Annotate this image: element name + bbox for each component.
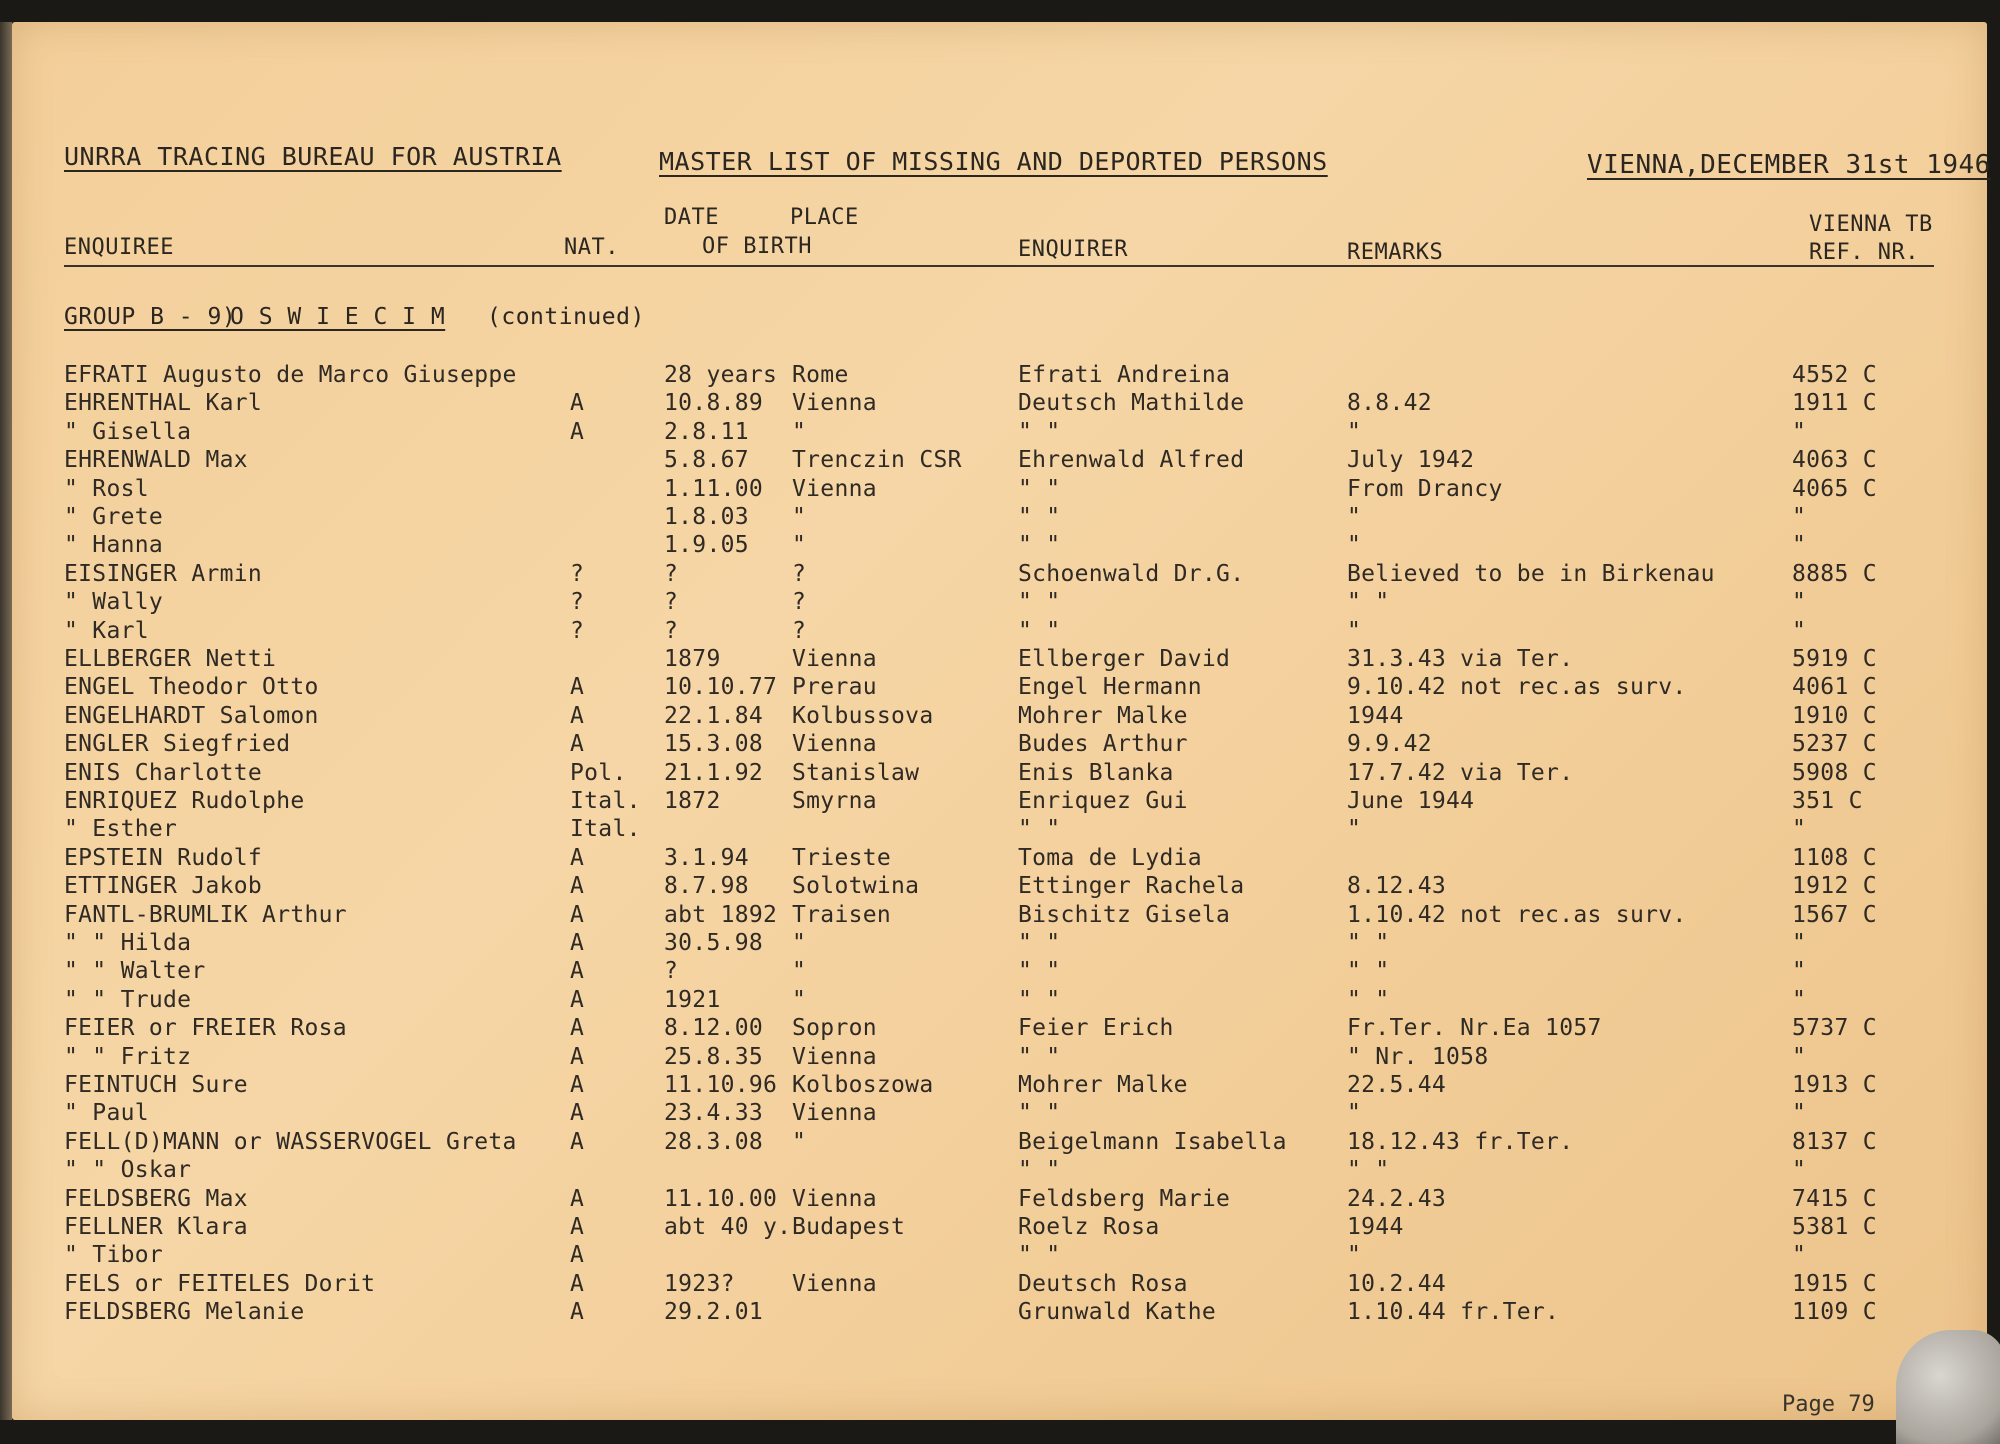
nat-cell: A	[570, 1242, 585, 1269]
enquirer-cell: " "	[1018, 589, 1061, 616]
group-name: O S W I E C I M	[230, 304, 446, 330]
enquirer-cell: Beigelmann Isabella	[1018, 1128, 1287, 1155]
birth-date-cell: 3.1.94	[664, 844, 749, 871]
remarks-cell: "	[1347, 617, 1362, 644]
ref-cell: 5737 C	[1792, 1015, 1877, 1042]
birth-place-cell: "	[792, 532, 807, 559]
enquiree-cell: EPSTEIN Rudolf	[64, 844, 263, 871]
enquiree-cell: EFRATI Augusto de Marco Giuseppe	[64, 362, 517, 388]
enquirer-cell: Toma de Lydia	[1018, 844, 1202, 871]
nat-cell: A	[570, 901, 585, 928]
remarks-cell: " Nr. 1058	[1347, 1043, 1489, 1070]
enquiree-cell: " Grete	[64, 504, 164, 530]
birth-place-cell: Trenczin CSR	[792, 447, 962, 474]
ref-cell: 1910 C	[1792, 702, 1877, 729]
enquiree-cell: " Hanna	[64, 532, 164, 559]
remarks-cell: "	[1347, 418, 1362, 445]
ref-cell: "	[1792, 1242, 1807, 1269]
header-rule	[64, 265, 1934, 267]
ref-cell: 1912 C	[1792, 873, 1877, 900]
ref-cell: 5381 C	[1792, 1214, 1877, 1240]
birth-date-cell: 8.12.00	[664, 1015, 764, 1042]
col-enquiree: ENQUIREE	[64, 235, 174, 260]
birth-date-cell: 1.8.03	[664, 504, 749, 530]
birth-place-cell: "	[792, 1128, 807, 1155]
enquiree-cell: FEINTUCH Sure	[64, 1072, 248, 1098]
birth-date-cell: 1921	[664, 986, 721, 1013]
enquiree-cell: " Rosl	[64, 475, 149, 502]
col-ref-1: VIENNA TB	[1809, 212, 1933, 237]
birth-place-cell: Kolbussova	[792, 702, 934, 729]
thumb-shadow	[1896, 1330, 2000, 1444]
remarks-cell: 17.7.42 via Ter.	[1347, 759, 1574, 786]
nat-cell: A	[570, 1043, 585, 1070]
remarks-cell: 1944	[1347, 1214, 1404, 1240]
birth-date-cell: ?	[664, 560, 679, 587]
birth-date-cell: 1.9.05	[664, 532, 749, 559]
col-ref-2: REF. NR.	[1809, 240, 1919, 265]
birth-place-cell: "	[792, 958, 807, 985]
enquirer-cell: Feier Erich	[1018, 1015, 1174, 1042]
enquiree-cell: " " Trude	[64, 986, 192, 1013]
enquiree-cell: " Esther	[64, 816, 178, 843]
birth-place-cell: ?	[792, 617, 807, 644]
birth-date-cell: 23.4.33	[664, 1100, 764, 1127]
enquiree-cell: EISINGER Armin	[64, 560, 263, 587]
ref-cell: "	[1792, 958, 1807, 985]
col-enquirer: ENQUIRER	[1018, 237, 1128, 262]
nat-cell: A	[570, 418, 585, 445]
enquiree-cell: " Karl	[64, 617, 149, 644]
ref-cell: "	[1792, 617, 1807, 644]
enquirer-cell: " "	[1018, 930, 1061, 956]
enquirer-cell: Schoenwald Dr.G.	[1018, 560, 1245, 587]
remarks-cell: " "	[1347, 1157, 1390, 1184]
birth-date-cell: abt 40 y.	[664, 1214, 792, 1240]
birth-date-cell: 2.8.11	[664, 418, 749, 445]
birth-place-cell: Budapest	[792, 1214, 906, 1240]
birth-date-cell: 1879	[664, 646, 721, 672]
enquirer-cell: Feldsberg Marie	[1018, 1185, 1231, 1212]
enquirer-cell: " "	[1018, 816, 1061, 843]
enquiree-cell: FELS or FEITELES Dorit	[64, 1270, 376, 1297]
enquirer-cell: Budes Arthur	[1018, 731, 1188, 758]
enquirer-cell: " "	[1018, 504, 1061, 530]
enquiree-cell: FELLNER Klara	[64, 1214, 248, 1240]
birth-place-cell: Vienna	[792, 646, 877, 672]
enquirer-cell: " "	[1018, 1100, 1061, 1127]
ref-cell: "	[1792, 1043, 1807, 1070]
remarks-cell: "	[1347, 1100, 1362, 1127]
nat-cell: A	[570, 958, 585, 985]
ref-cell: 5908 C	[1792, 759, 1877, 786]
remarks-cell: 18.12.43 fr.Ter.	[1347, 1128, 1574, 1155]
enquirer-cell: Bischitz Gisela	[1018, 901, 1231, 928]
nat-cell: Pol.	[570, 759, 627, 786]
enquirer-cell: " "	[1018, 958, 1061, 985]
enquirer-cell: Grunwald Kathe	[1018, 1299, 1217, 1326]
nat-cell: ?	[570, 560, 585, 587]
enquiree-cell: " Gisella	[64, 418, 192, 445]
org-heading: UNRRA TRACING BUREAU FOR AUSTRIA	[64, 142, 562, 171]
birth-place-cell: Vienna	[792, 390, 877, 417]
birth-place-cell: ?	[792, 589, 807, 616]
remarks-cell: 1.10.44 fr.Ter.	[1347, 1299, 1560, 1326]
birth-place-cell: "	[792, 930, 807, 956]
ref-cell: "	[1792, 1100, 1807, 1127]
ref-cell: 8137 C	[1792, 1128, 1877, 1155]
ref-cell: "	[1792, 504, 1807, 530]
enquirer-cell: Efrati Andreina	[1018, 362, 1231, 388]
enquiree-cell: EHRENWALD Max	[64, 447, 248, 474]
enquiree-cell: " Paul	[64, 1100, 149, 1127]
enquiree-cell: ENGEL Theodor Otto	[64, 674, 319, 701]
remarks-cell: 8.12.43	[1347, 873, 1447, 900]
nat-cell: A	[570, 1214, 585, 1240]
remarks-cell: 8.8.42	[1347, 390, 1432, 417]
enquiree-cell: " " Fritz	[64, 1043, 192, 1070]
nat-cell: A	[570, 873, 585, 900]
ref-cell: 5237 C	[1792, 731, 1877, 758]
ref-cell: 1567 C	[1792, 901, 1877, 928]
remarks-cell: " "	[1347, 958, 1390, 985]
nat-cell: Ital.	[570, 816, 641, 843]
remarks-cell: 1.10.42 not rec.as surv.	[1347, 901, 1687, 928]
ref-cell: 8885 C	[1792, 560, 1877, 587]
birth-place-cell: Vienna	[792, 1043, 877, 1070]
col-place: PLACE	[790, 205, 859, 230]
place-date: VIENNA,DECEMBER 31st 1946	[1587, 150, 1991, 180]
nat-cell: A	[570, 844, 585, 871]
enquirer-cell: Ehrenwald Alfred	[1018, 447, 1245, 474]
birth-date-cell: 10.8.89	[664, 390, 764, 417]
ref-cell: "	[1792, 816, 1807, 843]
enquiree-cell: ENRIQUEZ Rudolphe	[64, 788, 305, 814]
enquiree-cell: ELLBERGER Netti	[64, 646, 277, 672]
remarks-cell: 9.10.42 not rec.as surv.	[1347, 674, 1687, 701]
ref-cell: "	[1792, 418, 1807, 445]
col-nat: NAT.	[564, 235, 619, 260]
remarks-cell: 10.2.44	[1347, 1270, 1447, 1297]
page-number: Page 79	[1782, 1392, 1875, 1417]
enquirer-cell: " "	[1018, 617, 1061, 644]
ref-cell: 1109 C	[1792, 1299, 1877, 1326]
birth-place-cell: "	[792, 418, 807, 445]
remarks-cell: "	[1347, 532, 1362, 559]
birth-place-cell: Vienna	[792, 1185, 877, 1212]
remarks-cell: June 1944	[1347, 788, 1475, 814]
enquirer-cell: Deutsch Mathilde	[1018, 390, 1245, 417]
nat-cell: A	[570, 702, 585, 729]
birth-date-cell: 15.3.08	[664, 731, 764, 758]
enquirer-cell: " "	[1018, 986, 1061, 1013]
remarks-cell: 9.9.42	[1347, 731, 1432, 758]
enquiree-cell: " " Hilda	[64, 930, 192, 956]
ref-cell: 1913 C	[1792, 1072, 1877, 1098]
nat-cell: ?	[570, 617, 585, 644]
remarks-cell: 22.5.44	[1347, 1072, 1447, 1098]
birth-date-cell: 5.8.67	[664, 447, 749, 474]
list-title: MASTER LIST OF MISSING AND DEPORTED PERSONS	[659, 147, 1328, 176]
birth-place-cell: Vienna	[792, 475, 877, 502]
birth-place-cell: "	[792, 986, 807, 1013]
group-code: GROUP B - 9)	[64, 304, 237, 330]
nat-cell: A	[570, 1270, 585, 1297]
enquirer-cell: Deutsch Rosa	[1018, 1270, 1188, 1297]
nat-cell: A	[570, 1100, 585, 1127]
birth-date-cell: ?	[664, 617, 679, 644]
remarks-cell: " "	[1347, 589, 1390, 616]
enquiree-cell: ENGELHARDT Salomon	[64, 702, 319, 729]
enquirer-cell: Engel Hermann	[1018, 674, 1202, 701]
col-date: DATE	[664, 205, 719, 230]
nat-cell: A	[570, 674, 585, 701]
birth-place-cell: Rome	[792, 362, 849, 388]
ref-cell: 4065 C	[1792, 475, 1877, 502]
enquiree-cell: FANTL-BRUMLIK Arthur	[64, 901, 347, 928]
birth-place-cell: "	[792, 504, 807, 530]
birth-date-cell: 11.10.96	[664, 1072, 778, 1098]
enquiree-cell: ETTINGER Jakob	[64, 873, 263, 900]
nat-cell: A	[570, 930, 585, 956]
enquiree-cell: ENIS Charlotte	[64, 759, 263, 786]
enquirer-cell: Mohrer Malke	[1018, 702, 1188, 729]
ledger-page	[12, 22, 1991, 1420]
enquiree-cell: " Wally	[64, 589, 164, 616]
ref-cell: 1915 C	[1792, 1270, 1877, 1297]
enquiree-cell: FELL(D)MANN or WASSERVOGEL Greta	[64, 1128, 517, 1155]
enquirer-cell: " "	[1018, 418, 1061, 445]
ref-cell: "	[1792, 986, 1807, 1013]
ref-cell: 5919 C	[1792, 646, 1877, 672]
enquirer-cell: Enriquez Gui	[1018, 788, 1188, 814]
nat-cell: A	[570, 390, 585, 417]
col-remarks: REMARKS	[1347, 240, 1444, 265]
enquiree-cell: " Tibor	[64, 1242, 164, 1269]
nat-cell: A	[570, 986, 585, 1013]
remarks-cell: " "	[1347, 930, 1390, 956]
birth-date-cell: ?	[664, 958, 679, 985]
nat-cell: A	[570, 1128, 585, 1155]
birth-place-cell: Vienna	[792, 1100, 877, 1127]
birth-date-cell: abt 1892	[664, 901, 778, 928]
birth-date-cell: 1923?	[664, 1270, 735, 1297]
ref-cell: 1108 C	[1792, 844, 1877, 871]
enquiree-cell: FELDSBERG Max	[64, 1185, 248, 1212]
birth-date-cell: 28 years	[664, 362, 778, 388]
remarks-cell: Fr.Ter. Nr.Ea 1057	[1347, 1015, 1602, 1042]
remarks-cell: July 1942	[1347, 447, 1475, 474]
enquirer-cell: Mohrer Malke	[1018, 1072, 1188, 1098]
ref-cell: 7415 C	[1792, 1185, 1877, 1212]
birth-date-cell: 22.1.84	[664, 702, 764, 729]
nat-cell: A	[570, 1072, 585, 1098]
ref-cell: "	[1792, 930, 1807, 956]
enquiree-cell: " " Oskar	[64, 1157, 192, 1184]
remarks-cell: 24.2.43	[1347, 1185, 1447, 1212]
nat-cell: A	[570, 1299, 585, 1326]
enquirer-cell: Enis Blanka	[1018, 759, 1174, 786]
remarks-cell: From Drancy	[1347, 475, 1503, 502]
birth-place-cell: Smyrna	[792, 788, 877, 814]
birth-place-cell: Vienna	[792, 731, 877, 758]
col-of-birth: OF BIRTH	[702, 234, 812, 259]
enquirer-cell: Ellberger David	[1018, 646, 1231, 672]
nat-cell: ?	[570, 589, 585, 616]
birth-place-cell: Sopron	[792, 1015, 877, 1042]
birth-place-cell: Stanislaw	[792, 759, 920, 786]
ref-cell: 351 C	[1792, 788, 1863, 814]
birth-date-cell: 29.2.01	[664, 1299, 764, 1326]
nat-cell: Ital.	[570, 788, 641, 814]
birth-date-cell: 1.11.00	[664, 475, 764, 502]
ref-cell: 4061 C	[1792, 674, 1877, 701]
ref-cell: "	[1792, 1157, 1807, 1184]
book-spine	[0, 22, 12, 1420]
birth-date-cell: 1872	[664, 788, 721, 814]
birth-place-cell: Prerau	[792, 674, 877, 701]
birth-date-cell: 11.10.00	[664, 1185, 778, 1212]
birth-date-cell: 30.5.98	[664, 930, 764, 956]
birth-date-cell: 28.3.08	[664, 1128, 764, 1155]
group-note: (continued)	[487, 304, 645, 330]
birth-date-cell: 25.8.35	[664, 1043, 764, 1070]
enquiree-cell: FEIER or FREIER Rosa	[64, 1015, 347, 1042]
nat-cell: A	[570, 731, 585, 758]
enquiree-cell: ENGLER Siegfried	[64, 731, 291, 758]
enquirer-cell: " "	[1018, 475, 1061, 502]
remarks-cell: 31.3.43 via Ter.	[1347, 646, 1574, 672]
ref-cell: "	[1792, 589, 1807, 616]
nat-cell: A	[570, 1185, 585, 1212]
enquiree-cell: " " Walter	[64, 958, 206, 985]
ref-cell: 1911 C	[1792, 390, 1877, 417]
enquirer-cell: Ettinger Rachela	[1018, 873, 1245, 900]
birth-place-cell: Vienna	[792, 1270, 877, 1297]
birth-place-cell: ?	[792, 560, 807, 587]
birth-date-cell: 10.10.77	[664, 674, 778, 701]
enquirer-cell: " "	[1018, 1043, 1061, 1070]
enquiree-cell: EHRENTHAL Karl	[64, 390, 263, 417]
enquirer-cell: " "	[1018, 1242, 1061, 1269]
birth-date-cell: ?	[664, 589, 679, 616]
birth-date-cell: 8.7.98	[664, 873, 749, 900]
remarks-cell: "	[1347, 1242, 1362, 1269]
enquirer-cell: Roelz Rosa	[1018, 1214, 1160, 1240]
birth-date-cell: 21.1.92	[664, 759, 764, 786]
remarks-cell: " "	[1347, 986, 1390, 1013]
ref-cell: "	[1792, 532, 1807, 559]
remarks-cell: 1944	[1347, 702, 1404, 729]
birth-place-cell: Kolboszowa	[792, 1072, 934, 1098]
enquirer-cell: " "	[1018, 532, 1061, 559]
remarks-cell: "	[1347, 504, 1362, 530]
ref-cell: 4063 C	[1792, 447, 1877, 474]
ref-cell: 4552 C	[1792, 362, 1877, 388]
birth-place-cell: Traisen	[792, 901, 892, 928]
enquiree-cell: FELDSBERG Melanie	[64, 1299, 305, 1326]
remarks-cell: Believed to be in Birkenau	[1347, 560, 1715, 587]
birth-place-cell: Trieste	[792, 844, 892, 871]
remarks-cell: "	[1347, 816, 1362, 843]
birth-place-cell: Solotwina	[792, 873, 920, 900]
enquirer-cell: " "	[1018, 1157, 1061, 1184]
nat-cell: A	[570, 1015, 585, 1042]
